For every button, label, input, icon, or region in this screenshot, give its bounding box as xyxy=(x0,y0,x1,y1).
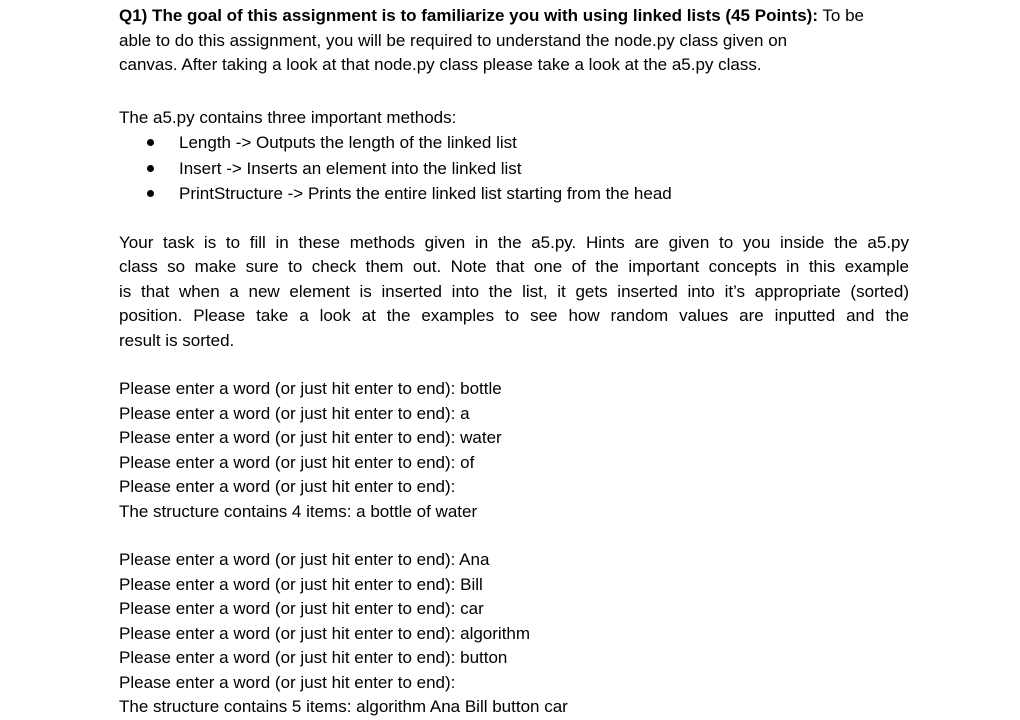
example-result-line: The structure contains 4 items: a bottle of water xyxy=(119,501,478,521)
question-intro-line: canvas. After taking a look at that node.py class please take a look at the a5.py class. xyxy=(119,55,762,74)
example-output-line: Please enter a word (or just hit enter to end): bottle xyxy=(119,379,502,398)
question-intro-line: able to do this assignment, you will be required to understand the node.py class given on xyxy=(119,30,788,50)
example-two xyxy=(119,548,909,720)
question-intro-tail: To be xyxy=(818,6,865,25)
example-output-line: Please enter a word (or just hit enter to end): a xyxy=(119,403,470,423)
task-last-line: result is sorted. xyxy=(119,330,235,350)
task-line: position. Please take a look at the examples to see how random values are inputted and the xyxy=(119,306,909,325)
example-output-line: Please enter a word (or just hit enter to end): Ana xyxy=(119,550,490,569)
methods-section xyxy=(119,106,909,207)
question-first-line xyxy=(119,4,909,29)
example-output-line: Please enter a word (or just hit enter to end): algorithm xyxy=(119,623,531,643)
question-title: Q1) The goal of this assignment is to familiarize you with using linked lists (45 Points): xyxy=(119,6,818,25)
methods-list-item-text: PrintStructure -> Prints the entire linked list starting from the head xyxy=(179,184,672,203)
document-page xyxy=(119,0,909,720)
task-line: class so make sure to check them out. Note that one of the important concepts in this example xyxy=(119,257,909,276)
methods-heading: The a5.py contains three important methods: xyxy=(119,107,457,127)
example-output-line: Please enter a word (or just hit enter to end): Bill xyxy=(119,574,483,594)
task-line: Your task is to fill in these methods given in the a5.py. Hints are given to you inside the a5.py xyxy=(119,232,909,252)
methods-list xyxy=(119,130,909,207)
example-output-line: Please enter a word (or just hit enter to end): xyxy=(119,477,456,496)
question-paragraph xyxy=(119,2,909,78)
bullet-icon xyxy=(147,139,154,146)
example-output-line: Please enter a word (or just hit enter to end): button xyxy=(119,648,508,667)
example-output-line: Please enter a word (or just hit enter to end): car xyxy=(119,599,484,618)
bullet-icon xyxy=(147,165,154,172)
methods-list-item xyxy=(119,130,909,156)
methods-list-item xyxy=(119,181,909,207)
example-result-line: The structure contains 5 items: algorithm Ana Bill button car xyxy=(119,697,568,716)
task-line: is that when a new element is inserted into the list, it gets inserted into it’s appropriate (sorted) xyxy=(119,281,909,301)
methods-list-item-text: Insert -> Inserts an element into the linked list xyxy=(179,158,522,178)
methods-list-item-text: Length -> Outputs the length of the linked list xyxy=(179,133,517,152)
example-output-line: Please enter a word (or just hit enter to end): water xyxy=(119,428,502,447)
example-output-line: Please enter a word (or just hit enter to end): xyxy=(119,672,456,692)
methods-list-item xyxy=(119,156,909,182)
bullet-icon xyxy=(147,190,154,197)
task-paragraph xyxy=(119,231,909,354)
example-output-line: Please enter a word (or just hit enter to end): of xyxy=(119,452,475,472)
example-one xyxy=(119,377,909,524)
